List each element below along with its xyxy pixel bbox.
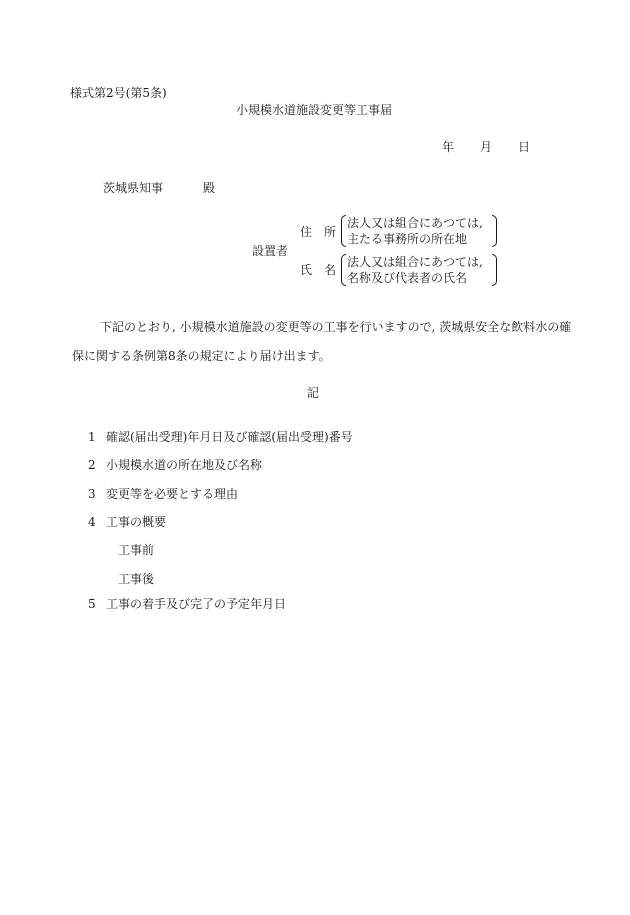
name-label: 氏名 xyxy=(300,263,349,277)
addressee-honorific: 殿 xyxy=(203,181,216,195)
name-note xyxy=(341,254,497,286)
date-day-label: 日 xyxy=(518,140,531,154)
list-item-number: 5 xyxy=(88,597,96,611)
date-month-label: 月 xyxy=(480,140,493,154)
list-item xyxy=(88,597,286,613)
sub-item-before-work: 工事前 xyxy=(118,543,155,557)
list-item-text: 確認(届出受理)年月日及び確認(届出受理)番号 xyxy=(106,430,353,444)
list-item-number: 2 xyxy=(88,458,96,472)
date-year-label: 年 xyxy=(442,140,455,154)
body-paragraph xyxy=(72,313,572,371)
addressee-name: 茨城県知事 xyxy=(103,181,164,195)
list-item xyxy=(88,458,262,474)
addressee xyxy=(103,181,215,197)
list-item-text: 工事の概要 xyxy=(106,515,167,529)
name-note-line-2: 名称及び代表者の氏名 xyxy=(347,271,468,285)
address-note-line-1: 法人又は組合にあつては, xyxy=(347,216,483,230)
address-label: 住所 xyxy=(300,225,349,239)
list-item-text: 小規模水道の所在地及び名称 xyxy=(106,458,263,472)
name-note-line-1: 法人又は組合にあつては, xyxy=(347,255,483,269)
form-number: 様式第2号(第5条) xyxy=(70,86,167,100)
address-note-line-2: 主たる事務所の所在地 xyxy=(347,232,468,246)
list-item-number: 4 xyxy=(88,515,96,529)
list-item-number: 3 xyxy=(88,487,96,501)
body-text: 下記のとおり, 小規模水道施設の変更等の工事を行いますので, 茨城県安全な飲料水の確保に関する条例第8条の規定により届け出ます。 xyxy=(72,320,572,363)
ki-heading: 記 xyxy=(307,386,320,400)
address-note xyxy=(341,215,497,247)
sub-item-after-work: 工事後 xyxy=(118,572,155,586)
list-item-text: 変更等を必要とする理由 xyxy=(106,487,239,501)
list-item xyxy=(88,487,238,503)
date-line xyxy=(442,140,530,156)
list-item xyxy=(88,515,166,531)
installer-label: 設置者 xyxy=(252,244,289,258)
list-item xyxy=(88,430,353,446)
document-title: 小規模水道施設変更等工事届 xyxy=(236,103,393,117)
list-item-text: 工事の着手及び完了の予定年月日 xyxy=(106,597,287,611)
list-item-number: 1 xyxy=(88,430,96,444)
